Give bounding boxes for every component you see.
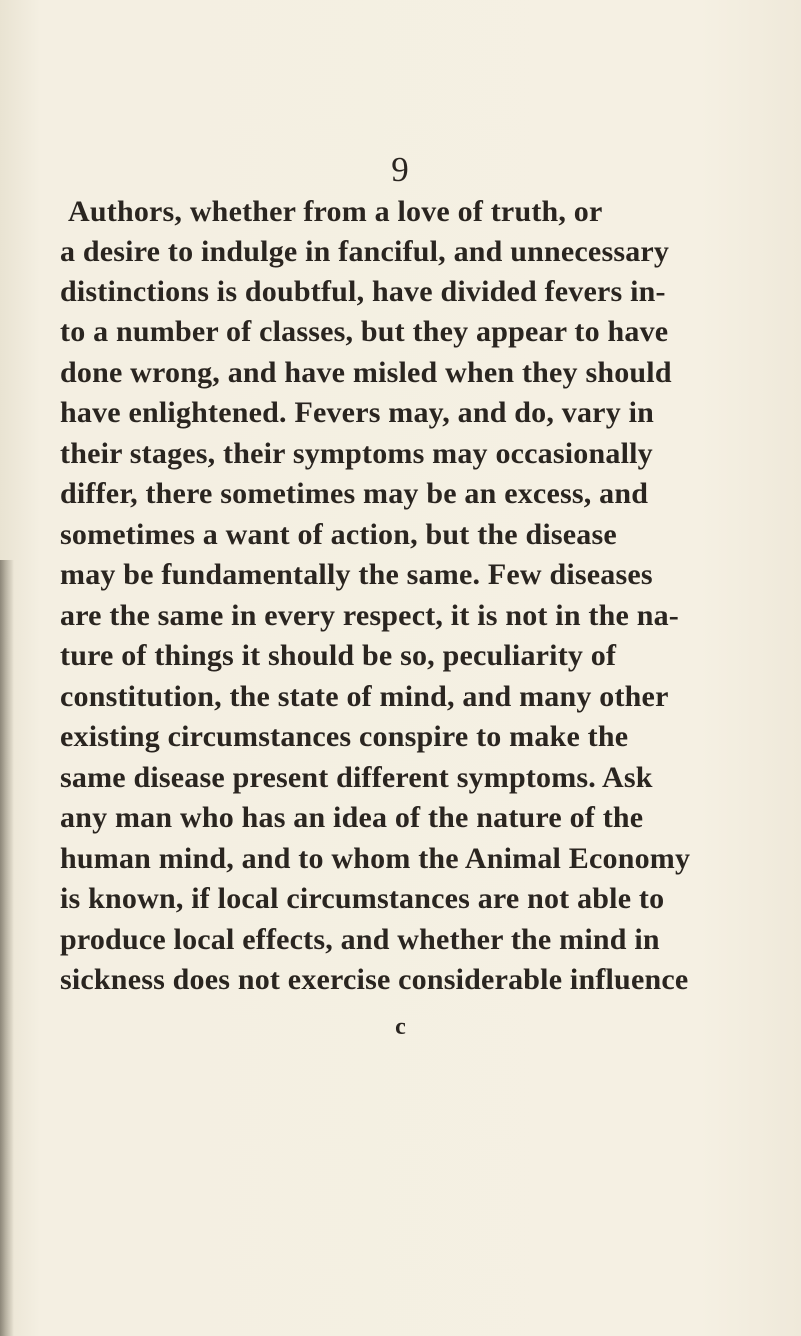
text-line: to a number of classes, but they appear to have (60, 315, 669, 348)
signature-mark: c (395, 1014, 406, 1040)
page-number: 9 (391, 150, 410, 189)
text-line: any man who has an idea of the nature of the (60, 801, 644, 834)
text-line: same disease present different symptoms. Ask (60, 761, 653, 794)
page-gutter-shadow (0, 560, 14, 1336)
text-line: a desire to indulge in fanciful, and unnecessary (60, 235, 670, 268)
text-line: sickness does not exercise considerable influence (60, 963, 689, 996)
text-line: done wrong, and have misled when they should (60, 356, 672, 389)
text-line: human mind, and to whom the Animal Economy (60, 842, 691, 875)
text-line: ture of things it should be so, peculiarity of (60, 639, 617, 672)
text-line: their stages, their symptoms may occasionally (60, 437, 653, 470)
text-line: Authors, whether from a love of truth, or (68, 195, 603, 228)
text-line: constitution, the state of mind, and many other (60, 680, 669, 713)
text-line: is known, if local circumstances are not able to (60, 882, 665, 915)
text-line: have enlightened. Fevers may, and do, vary in (60, 396, 655, 429)
text-line: produce local effects, and whether the mind in (60, 923, 660, 956)
text-line: distinctions is doubtful, have divided fevers in- (60, 275, 666, 308)
text-line: may be fundamentally the same. Few diseases (60, 558, 653, 591)
text-line: differ, there sometimes may be an excess, and (60, 477, 649, 510)
text-line: sometimes a want of action, but the disease (60, 518, 617, 551)
text-line: existing circumstances conspire to make the (60, 720, 629, 753)
text-line: are the same in every respect, it is not in the na- (60, 599, 679, 632)
